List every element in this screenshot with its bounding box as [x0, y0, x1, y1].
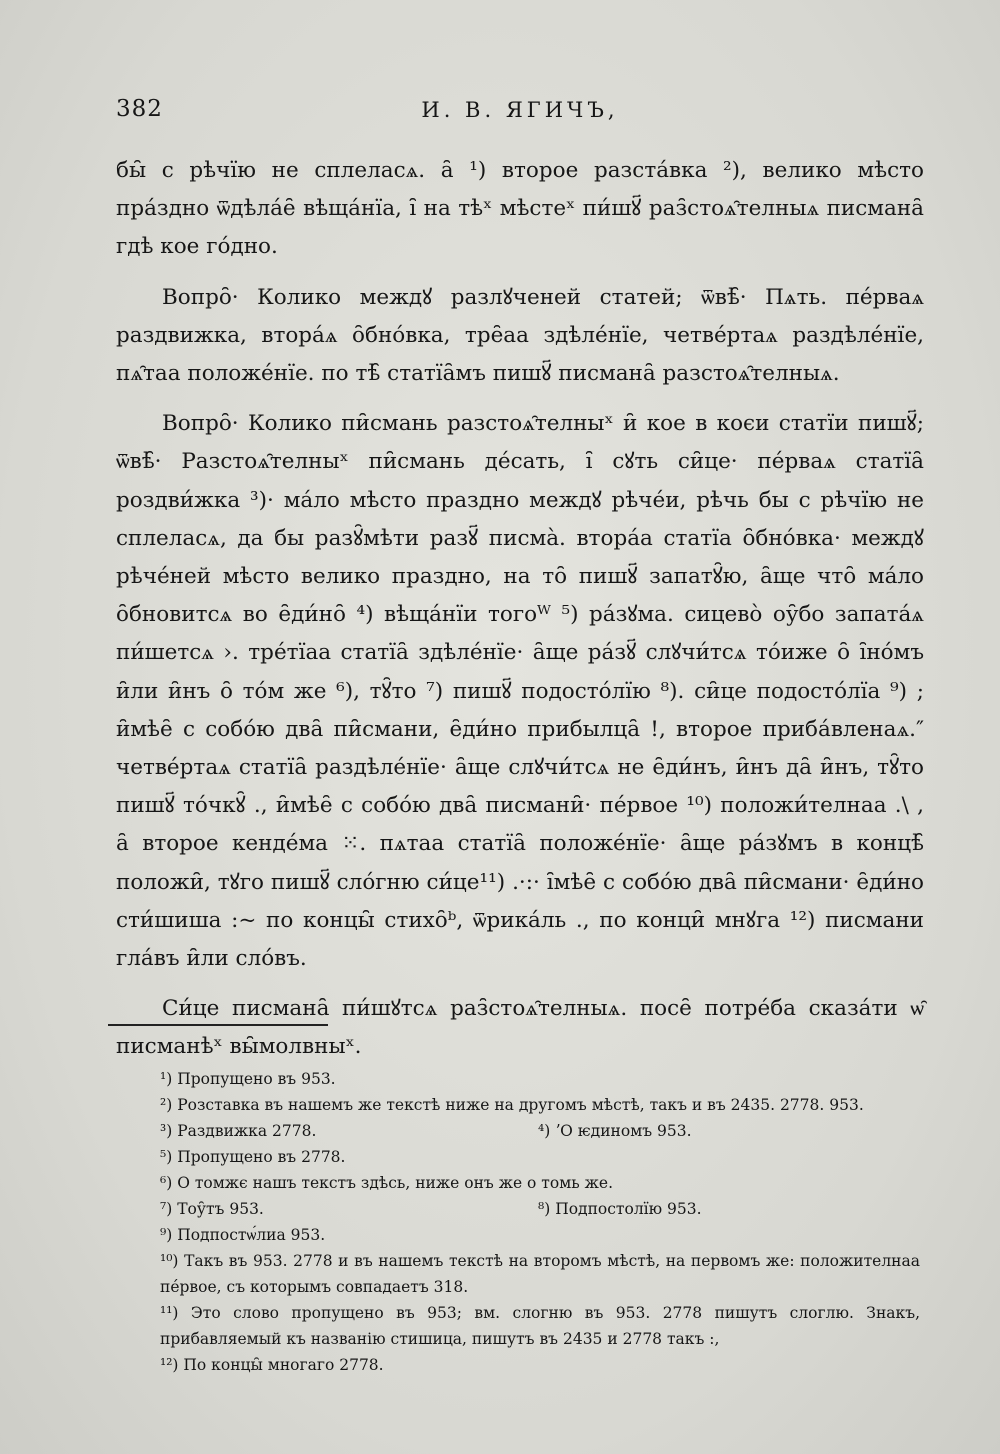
footnote-8: ⁸) Подпостолїю 953.	[538, 1200, 702, 1218]
page-number: 382	[116, 96, 163, 122]
footnote-9: ⁹) Подпостѡ́лиа 953.	[160, 1226, 326, 1244]
paragraph-1: бы̑ с рѣчїю не сплеласѧ. а̑ ¹) второе разстáвка ²), велико мѣсто прáзднο ѿдѣлáе̑ вѣщáнїа, і̑ на тѣˣ мѣстеˣ пи́шꙋ҃ раз̑стоѧ̑телныѧ писмана̑ гдѣ кое гóдно.	[116, 158, 924, 260]
page-header	[116, 96, 924, 132]
running-title: И. В. ЯГИЧЪ,	[421, 98, 619, 122]
footnotes	[160, 1066, 920, 1378]
footnote-12: ¹²) По концы̑ многаго 2778.	[160, 1356, 384, 1374]
footnote-2: ²) Розставка въ нашемъ же текстѣ ниже на другомъ мѣстѣ, такъ и въ 2435. 2778. 953.	[160, 1096, 864, 1114]
footnote-6: ⁶) О томжє нашъ текстъ здѣсь, ниже онъ же о томь же.	[160, 1174, 613, 1192]
paragraph-4: Си́це писмана̑ пи́шꙋтсѧ раз̑стоѧ̑телныѧ. посе̑ потрéба сказáти ѡ̑ писманѣˣ вы̑молвныˣ.	[116, 996, 924, 1060]
footnote-3: ³) Раздвижка 2778.	[160, 1122, 317, 1140]
footnote-11: ¹¹) Это слово пропущено въ 953; вм. слогню въ 953. 2778 пишутъ слоглю. Знакъ, прибавляемый къ названію стишица, пишутъ въ 2435 и 2778 такъ :,	[160, 1304, 920, 1348]
footnote-1: ¹) Пропущено въ 953.	[160, 1070, 336, 1088]
footnote-4: ⁴) ʼО ѥдиномъ 953.	[538, 1122, 692, 1140]
footnote-5: ⁵) Пропущено въ 2778.	[160, 1148, 346, 1166]
paragraph-3: Вопро̑· Колико пи̑смань разстоѧ̑телныˣ и̑ кое в коєи статїи пишꙋ҃; ѿвѣ̑· Разстоѧ̑телныˣ пи̑смань дéсать, і̑ сꙋть си̑це· пéрваѧ статїа̑ роздви́жка ³)· мáло мѣсто праздно междꙋ рѣчéи, рѣчь бы с рѣчїю не сплеласѧ, да бы разꙋ̑мѣти разꙋ҃ писма̀. вторáа статїа о̑бнóвка· междꙋ рѣчéней мѣсто велико праздно, на то̑ пишꙋ҃ запатꙋ̑ю, а̑ще что̑ мáло о̑бновитсѧ во е̑ди́но̑ ⁴) вѣщáнїи тогоᵂ ⁵) рáзꙋма. сицево̀ оу̑бо запатáѧ пи́шетсѧ ›. трéтїаа статїа̑ здѣлéнїе· а̑ще рáзꙋ҃ слꙋчи́тсѧ тóиже о̑ і̑нóмъ и̑ли и̑нъ о̑ тóм же ⁶), тꙋ̑то ⁷) пишꙋ҃ подостóлїю ⁸). си̑це подостóлїа ⁹) ; и̑мѣе̑ с собóю два̑ пи̑смани, е̑ди́но прибылца̑ !, второе прибáвленаѧ.″ четвéртаѧ статїа̑ раздѣлéнїе· а̑ще слꙋчи́тсѧ не е̑ди́нъ, и̑нъ да̑ и̑нъ, тꙋ̑то пишꙋ҃ тóчкꙋ̑ ., и̑мѣе̑ с собóю два̑ писмани̑· пéрвое ¹⁰) положи́телнаа .\ , а̑ второе кендéма ⁙. пѧтаа статїа̑ положéнїе· а̑ще рáзꙋмъ в концѣ̑ положи̑, тꙋго пишꙋ҃ слóгню си́це¹¹) .·:· і̑мѣе̑ с собóю два̑ пи̑смани· е̑ди́но сти́шиша :~ по концы̑ стихо̑ᵇ, ѿрикáль ., по конци̑ мнꙋга ¹²) писмани глáвъ и̑ли слóвъ.	[116, 411, 924, 972]
footnote-row	[160, 1196, 920, 1222]
footnote-7: ⁷) Тоу̑тъ 953.	[160, 1200, 264, 1218]
main-text	[116, 152, 924, 1067]
footnote-row	[160, 1118, 920, 1144]
footnote-separator	[108, 1024, 328, 1026]
footnote-10: ¹⁰) Такъ въ 953. 2778 и въ нашемъ текстѣ на второмъ мѣстѣ, на первомъ же: положителнаа пéрвое, съ которымъ совпадаетъ 318.	[160, 1252, 920, 1296]
paragraph-2: Вопро̑· Колико междꙋ разлꙋченей статей; ѿвѣ̑· Пѧть. пéрваѧ раздвижка, вторáѧ о̑бнóвка, тре̑аа здѣлéнїе, четвéртаѧ раздѣлéнїе, пѧ̑таа положéнїе. по тѣ̑ статїа̑мъ пишꙋ҃ писмана̑ разстоѧ̑телныѧ.	[116, 284, 924, 387]
